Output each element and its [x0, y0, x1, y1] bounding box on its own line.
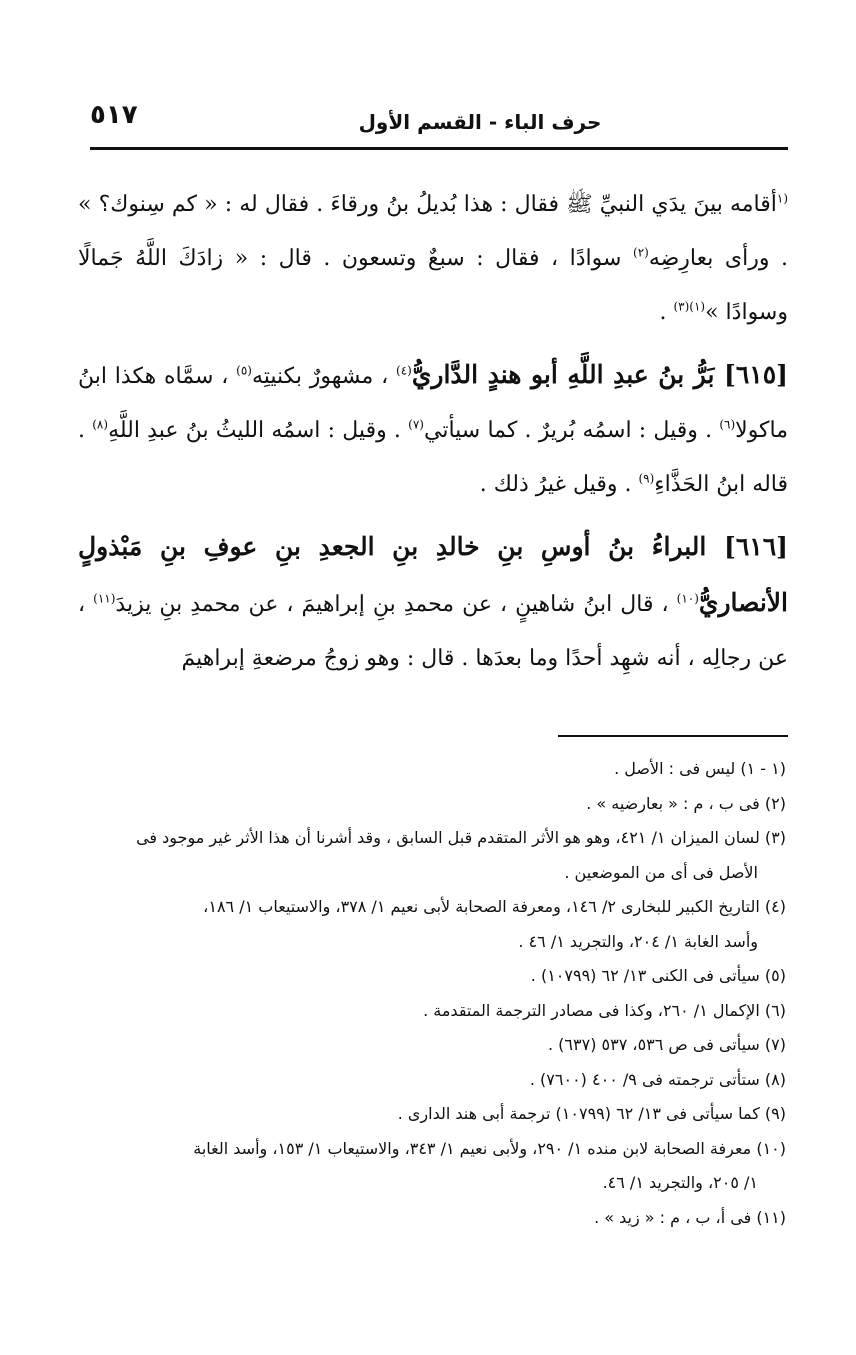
footnote: (٤) التاريخ الكبير للبخارى ٢/ ١٤٦، ومعرفة الصحابة لأبى نعيم ١/ ٣٧٨، والاستيعاب ١/ ١٨٦،	[203, 897, 786, 916]
text-run: سوادًا ، فقال : سبعٌ وتسعون . قال : « زادَكَ اللَّهُ جَمالًا وسوادًا »	[78, 246, 788, 325]
text-run: أقامه بينَ يدَي النبيِّ ﷺ فقال : هذا بُديلُ بنُ ورقاءَ . فقال له : « كم سِنوك؟ » . ورأى بعارِضِه	[78, 192, 788, 271]
footnote: (١٠) معرفة الصحابة لابن منده ١/ ٢٩٠، ولأبى نعيم ١/ ٣٤٣، والاستيعاب ١/ ١٥٣، وأسد الغابة	[193, 1138, 786, 1158]
text-run: .	[659, 300, 667, 325]
note-ref: (٢)	[633, 245, 649, 260]
note-ref: (١١)	[93, 591, 116, 606]
note-ref: (١	[776, 191, 788, 206]
footnotes	[78, 752, 788, 1235]
paragraph-continuation	[78, 178, 788, 340]
footnote-separator	[558, 735, 788, 737]
note-ref: (٧)	[408, 417, 424, 432]
entry-616	[78, 520, 788, 686]
main-text	[78, 178, 788, 694]
text-run: ، سمَّاه هكذا ابنُ ماكولا	[78, 364, 789, 443]
footnote: (٩) كما سيأتى فى ١٣/ ٦٢ (١٠٧٩٩) ترجمة أبى هند الدارى .	[397, 1104, 786, 1123]
footnote-continuation: الأصل فى أى من الموضعين .	[564, 862, 758, 882]
note-ref: (٤)	[396, 363, 412, 378]
entry-615	[78, 348, 788, 512]
header-rule	[90, 147, 788, 150]
text-run: . وقيل غيرُ ذلك .	[479, 472, 632, 497]
footnote: (١ - ١) ليس فى : الأصل .	[614, 759, 786, 778]
note-ref: (٥)	[236, 363, 252, 378]
footnote: (٢) فى ب ، م : « بعارضيه » .	[586, 793, 786, 813]
entry-heading: [٦١٦] البراءُ بنُ أوسِ بنِ خالدِ بنِ الجعدِ بنِ عوفِ بنِ مَبْذولٍ الأنصاريُّ	[78, 532, 788, 617]
note-ref: (١٠)	[676, 591, 699, 606]
note-ref: (٩)	[638, 471, 655, 486]
entry-heading: [٦١٥] بَرُّ بنُ عبدِ اللَّهِ أبو هندٍ الدَّاريُّ	[411, 360, 788, 389]
text-run: . وقيل : اسمُه الليثُ بنُ عبدِ اللَّهِ	[108, 418, 401, 443]
running-title: حرف الباء - القسم الأول	[358, 110, 602, 134]
text-run: ، عن رجالِه ، أنه شهِد أحدًا وما بعدَها . قال : وهو زوجُ مرضعةِ إبراهيمَ	[78, 592, 788, 671]
footnote-continuation: وأسد الغابة ١/ ٢٠٤، والتجريد ١/ ٤٦ .	[518, 931, 758, 951]
footnote: (٣) لسان الميزان ١/ ٤٢١، وهو هو الأثر المتقدم قبل السابق ، وقد أشرنا أن هذا الأثر غير موجود فى	[136, 828, 786, 847]
footnote-continuation: ١/ ٢٠٥، والتجريد ١/ ٤٦.	[602, 1173, 758, 1192]
note-ref: (١)(٣)	[673, 299, 706, 314]
footnote: (٨) ستأتى ترجمته فى ٩/ ٤٠٠ (٧٦٠٠) .	[529, 1069, 786, 1089]
footnote: (٦) الإكمال ١/ ٢٦٠، وكذا فى مصادر الترجمة المتقدمة .	[423, 1000, 786, 1020]
footnote: (٥) سيأتى فى الكنى ١٣/ ٦٢ (١٠٧٩٩) .	[530, 966, 786, 985]
page-number: ٥١٧	[90, 100, 138, 130]
text-run: ، مشهورٌ بكنيتِه	[251, 364, 389, 389]
page-header	[90, 100, 786, 150]
footnote: (١١) فى أ، ب ، م : « زيد » .	[594, 1207, 786, 1227]
text-run: . قاله ابنُ الحَذَّاءِ	[78, 418, 788, 497]
footnote: (٧) سيأتى فى ص ٥٣٦، ٥٣٧ (٦٣٧) .	[548, 1035, 786, 1054]
note-ref: (٦)	[719, 417, 736, 432]
text-run: ، قال ابنُ شاهينٍ ، عن محمدِ بنِ إبراهيمَ ، عن محمدِ بنِ يزيدَ	[115, 592, 669, 617]
note-ref: (٨)	[92, 417, 109, 432]
text-run: . وقيل : اسمُه بُريرٌ . كما سيأتي	[423, 418, 713, 443]
